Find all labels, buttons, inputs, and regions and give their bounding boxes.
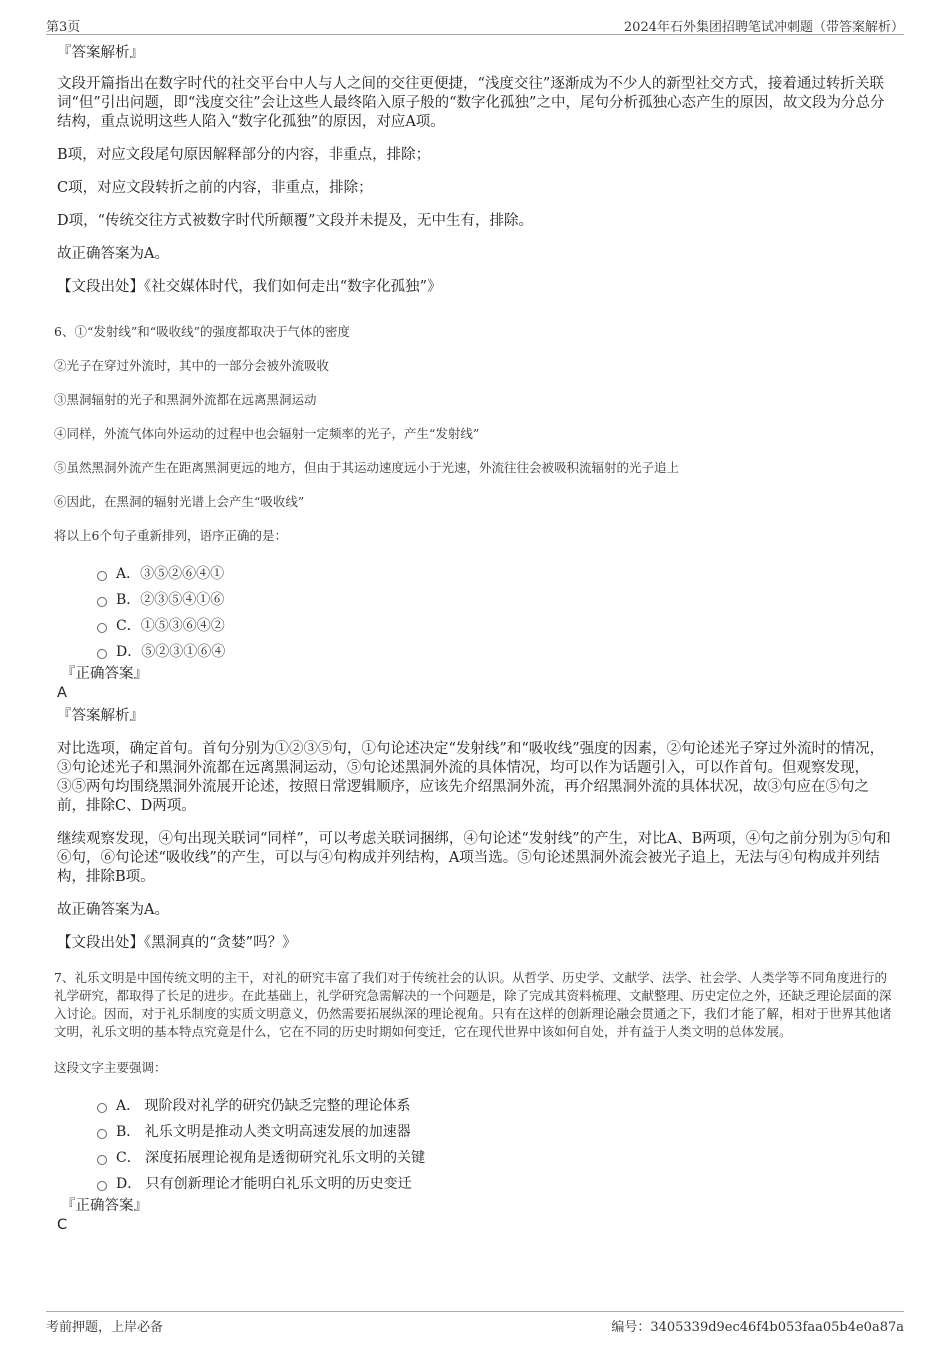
q6-option-d[interactable] (97, 639, 897, 665)
footer-slogan: 考前押题，上岸必备 (46, 1320, 164, 1335)
radio-icon[interactable] (97, 1155, 107, 1165)
q6-sentence: ⑤虽然黑洞外流产生在距离黑洞更远的地方，但由于其运动速度远小于光速，外流往往会被吸积流辐射的光子追上 (54, 460, 680, 475)
q6-analysis-label: 『答案解析』 (57, 708, 144, 724)
page-footer (46, 1311, 904, 1338)
page-content (54, 44, 897, 1239)
document-title: 2024年石外集团招聘笔试冲刺题（带答案解析） (623, 20, 904, 35)
radio-icon[interactable] (97, 649, 107, 659)
q7-passage: 7、礼乐文明是中国传统文明的主干，对礼的研究丰富了我们对于传统社会的认识。从哲学、历史学、文献学、法学、社会学、人类学等不同角度进行的礼学研究，都取得了长足的进步。在此基础上，礼学研究急需解决的一个问题是，除了完成其资料梳理、文献整理、历史定位之外，还缺乏理论层面的深入讨论。因而，对于礼乐制度的实质文明意义，仍然需要拓展纵深的理论视角。只有在这样的创新理论融会贯通之下，我们才能了解，相对于世界其他诸文明，礼乐文明的基本特点究竟是什么，它在不同的历史时期如何变迁，它在现代世界中该如何自处，并有益于人类文明的总体发展。 (54, 970, 892, 1039)
option-label: A．③⑤②⑥④① (116, 566, 225, 582)
q5-conclusion: 故正确答案为A。 (57, 246, 169, 262)
radio-icon[interactable] (97, 623, 107, 633)
q6-answer-label: 『正确答案』 (61, 666, 148, 682)
q7-option-b[interactable] (97, 1119, 897, 1145)
q7-option-c[interactable] (97, 1145, 897, 1171)
q6-sentence: ④同样，外流气体向外运动的过程中也会辐射一定频率的光子，产生“发射线” (54, 426, 480, 441)
q6-option-c[interactable] (97, 613, 897, 639)
q6-sentence: 6、①“发射线”和“吸收线”的强度都取决于气体的密度 (54, 324, 351, 339)
q6-option-b[interactable] (97, 587, 897, 613)
q6-analysis-paragraph: 继续观察发现，④句出现关联词“同样”，可以考虑关联词捆绑，④句论述“发射线”的产生，对比A、B两项，④句之前分别为⑤句和⑥句，⑥句论述“吸收线”的产生，可以与④句构成并列结构，A项当选。⑤句论述黑洞外流会被光子追上，无法与④句构成并列结构，排除B项。 (57, 831, 891, 885)
q6-sentence: ③黑洞辐射的光子和黑洞外流都在远离黑洞运动 (54, 392, 317, 407)
footer-serial-number: 编号：3405339d9ec46f4b053faa05b4e0a87a (611, 1320, 904, 1335)
q5-analysis-paragraph: D项，“传统交往方式被数字时代所颠覆”文段并未提及，无中生有，排除。 (57, 213, 533, 229)
q5-analysis-paragraph: B项，对应文段尾句原因解释部分的内容，非重点，排除； (57, 147, 431, 163)
option-label: D． 只有创新理论才能明白礼乐文明的历史变迁 (116, 1176, 412, 1192)
question-7 (54, 969, 897, 1235)
radio-icon[interactable] (97, 597, 107, 607)
page-number: 第3页 (46, 20, 81, 35)
q6-sentence: ⑥因此，在黑洞的辐射光谱上会产生“吸收线” (54, 494, 305, 509)
q7-answer-label: 『正确答案』 (61, 1198, 148, 1214)
option-label: D．⑤②③①⑥④ (116, 644, 226, 660)
radio-icon[interactable] (97, 571, 107, 581)
radio-icon[interactable] (97, 1181, 107, 1191)
q7-answer-value: C (57, 1217, 68, 1233)
q5-analysis-paragraph: 文段开篇指出在数字时代的社交平台中人与人之间的交往更便捷，“浅度交往”逐渐成为不少人的新型社交方式，接着通过转折关联词“但”引出问题，即“浅度交往”会让这些人最终陷入原子般的“数字化孤独”之中，尾句分析孤独心态产生的原因，故文段为分总分结构，重点说明这些人陷入“数字化孤独”的原因，对应A项。 (57, 76, 885, 130)
q6-source: 【文段出处】《黑洞真的“贪婪”吗？》 (57, 935, 297, 951)
option-label: B． 礼乐文明是推动人类文明高速发展的加速器 (116, 1124, 411, 1140)
radio-icon[interactable] (97, 1129, 107, 1139)
page-header (46, 12, 904, 35)
q5-analysis-paragraph: C项，对应文段转折之前的内容，非重点，排除； (57, 180, 373, 196)
q7-stem: 这段文字主要强调： (54, 1060, 167, 1075)
option-label: C．①⑤③⑥④② (116, 618, 225, 634)
q6-conclusion: 故正确答案为A。 (57, 902, 169, 918)
q7-option-a[interactable] (97, 1093, 897, 1119)
q7-option-d[interactable] (97, 1171, 897, 1197)
option-label: A． 现阶段对礼学的研究仍缺乏完整的理论体系 (116, 1098, 411, 1114)
q6-analysis-paragraph: 对比选项，确定首句。首句分别为①②③⑤句，①句论述决定“发射线”和“吸收线”强度的因素，②句论述光子穿过外流时的情况，③句论述光子和黑洞外流都在远离黑洞运动，⑤句论述黑洞外流的具体情况，均可以作为话题引入，可以作首句。但观察发现，③⑤两句均围绕黑洞外流展开论述，按照日常逻辑顺序，应该先介绍黑洞外流，再介绍黑洞外流的具体状况，故③句应在⑤句之前，排除C、D两项。 (57, 741, 885, 814)
q5-source: 【文段出处】《社交媒体时代，我们如何走出“数字化孤独”》 (57, 279, 442, 295)
q6-options (97, 561, 897, 665)
option-label: B．②③⑤④①⑥ (116, 592, 225, 608)
radio-icon[interactable] (97, 1103, 107, 1113)
q5-analysis-label: 『答案解析』 (57, 45, 144, 61)
q6-sentence: ②光子在穿过外流时，其中的一部分会被外流吸收 (54, 358, 330, 373)
q7-options (97, 1093, 897, 1197)
option-label: C． 深度拓展理论视角是透彻研究礼乐文明的关键 (116, 1150, 426, 1166)
question-6 (54, 323, 897, 953)
q6-option-a[interactable] (97, 561, 897, 587)
q6-answer-value: A (57, 685, 67, 701)
q6-stem: 将以上6个句子重新排列，语序正确的是： (54, 528, 287, 543)
